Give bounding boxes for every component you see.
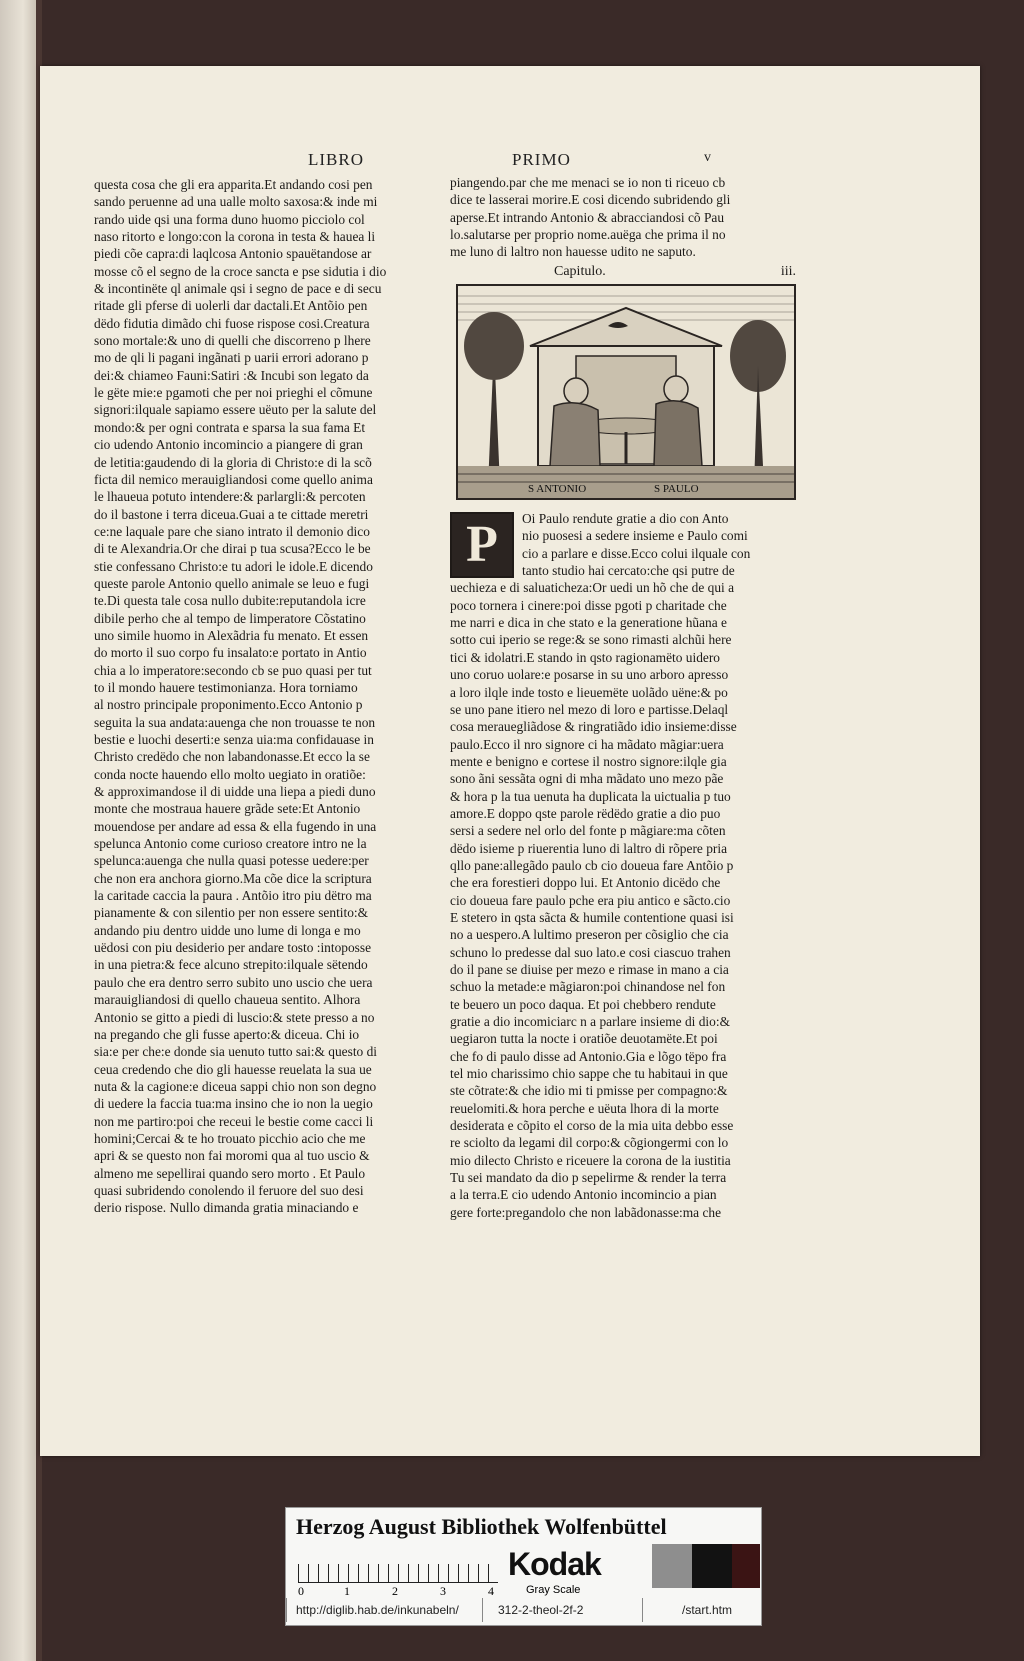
text-line: desiderata e cõpito el corso de la mia uita debbo esse — [450, 1118, 734, 1134]
woodcut-caption-left: S ANTONIO — [528, 483, 587, 496]
text-line: me narri e dica in che stato e la generatione hũana e — [450, 615, 727, 631]
text-line: stie confessano Christo:e tu adori le idole.E dicendo — [94, 558, 373, 574]
text-line: apri & se questo non fai moromi qua al tuo uscio & — [94, 1148, 370, 1164]
text-line: rando uide qsi una forma duno huomo picciolo col — [94, 211, 365, 227]
text-line: homini;Cercai & te ho trouato picchio acio che me — [94, 1130, 366, 1146]
text-line: in una pietra:& fece alcuno strepito:ilquale sëtendo — [94, 957, 368, 973]
text-line: che era forestieri doppo lui. Et Antonio dicëdo che — [450, 875, 721, 891]
text-line: andando piu dentro uidde uno lume di longa e mo — [94, 922, 361, 938]
text-line: spelunca:auenga che nulla quasi potesse uedere:per — [94, 853, 369, 869]
book-page — [40, 66, 980, 1456]
ruler-number: 4 — [488, 1584, 494, 1598]
text-line: & hora p la tua uenuta ha duplicata la uictualia p tuo — [450, 788, 731, 804]
text-line: naso ritorto e longo:con la corona in testa & hauea li — [94, 229, 376, 245]
text-line: qllo pane:allegãdo paulo cb cio doueua fare Antõio p — [450, 857, 734, 873]
text-line: sando peruenne ad una ualle molto saxosa:& inde mi — [94, 194, 378, 210]
text-line: le gëte mie:e pgamoti che per noi prieghi el cõmune — [94, 385, 373, 401]
text-line: almeno me sepellirai quando sero morto . Et Paulo — [94, 1165, 366, 1181]
header-left: LIBRO — [308, 150, 364, 169]
text-line: le lhaueua potuto intendere:& parlargli:& percoten — [94, 489, 366, 505]
book-binding-edge — [0, 0, 42, 1661]
text-line: di te Alexandria.Or che dirai p tua scusa?Ecco le be — [94, 541, 371, 557]
left-column-text — [94, 176, 446, 1316]
text-line: ceua credendo che dio gli hauesse reuelata la sua ue — [94, 1061, 372, 1077]
text-line: re sciolto da legami dil corpo:& cõgiongermi con lo — [450, 1135, 729, 1151]
decorated-initial: P — [450, 512, 514, 578]
gray-scale-label: Gray Scale — [526, 1584, 581, 1596]
text-line: signori:ilquale sapiamo essere uëuto per la salute del — [94, 402, 377, 418]
text-line: monte che mostraua hauere grãde sete:Et Antonio — [94, 801, 361, 817]
text-line: questa cosa che gli era apparita.Et andando cosi pen — [94, 177, 373, 192]
text-line: nio puosesi a sedere insieme e Paulo comi — [522, 528, 748, 544]
text-line: chia a lo imperatore:secondo cb se puo quasi per tut — [94, 662, 372, 678]
text-line: mosse cõ el segno de la croce sancta e pse sidutia i dio — [94, 263, 387, 279]
text-line: sersi a sedere nel orlo del fonte p mãgiare:ma cõten — [450, 823, 726, 839]
text-line: paulo che era dentro serro subito uno uscio che uera — [94, 974, 373, 990]
text-line: che non era anchora giorno.Ma cõe dice la scriptura — [94, 870, 372, 886]
woodcut-caption-right: S PAULO — [654, 483, 699, 496]
text-line: cosa merauegliãdose & ringratiãdo idio insieme:disse — [450, 719, 737, 735]
right-column-bottom — [450, 510, 802, 1221]
text-line: dei:& chiameo Fauni:Satiri :& Incubi son legato da — [94, 367, 369, 383]
text-line: dëdo fidutia dimãdo chi fuose rispose cosi.Creatura — [94, 315, 370, 331]
text-line: cio a parlare e disse.Ecco colui ilquale con — [522, 545, 751, 561]
text-line: bestie e luochi deserti:e senza uia:ma confidauase in — [94, 732, 374, 747]
text-line: uechieza e di saluaticheza:Or uedi un hõ che de qui a — [450, 580, 735, 596]
text-line: sono ãni sessãta ogni di mha mãdato uno mezo pãe — [450, 771, 724, 787]
text-line: quasi subridendo conolendo il feruore del suo desi — [94, 1182, 364, 1198]
text-line: lo.salutarse per proprio nome.auëga che prima il no — [450, 227, 726, 243]
text-line: E stetero in qsta sãcta & humile contentione quasi isi — [450, 909, 734, 925]
text-line: Oi Paulo rendute gratie a dio con Anto — [522, 511, 729, 527]
black-swatch — [692, 1544, 732, 1588]
ruler-number: 2 — [392, 1584, 398, 1598]
text-line: pianamente & con silentio per non essere sentito:& — [94, 905, 369, 921]
kodak-logo: Kodak — [508, 1546, 601, 1582]
text-line: & approximandose il di uidde una liepa a piedi duno — [94, 784, 376, 800]
text-line: a loro ilqle inde tosto e lieuemëte uolãdo uëne:& po — [450, 684, 728, 700]
text-line: do morto il suo corpo fu insalato:e portato in Antio — [94, 645, 367, 661]
text-line: che fo di paulo disse ad Antonio.Gia e lõgo tëpo fra — [450, 1048, 727, 1064]
text-line: me luno di laltro non hauesse udito ne saputo. — [450, 244, 696, 260]
text-line: di uedere la faccia tua:ma insino che io non la uegio — [94, 1096, 373, 1112]
text-line: Antonio se gitto a piedi di luscio:& stete presso a no — [94, 1009, 375, 1025]
text-line: & incontinëte ql animale qsi i segno de pace e di secu — [94, 281, 382, 297]
chapter-label: Capitulo. — [554, 263, 606, 279]
shelfmark: 312-2-theol-2f-2 — [498, 1603, 584, 1617]
text-line: dice te lasserai morire.E cosi dicendo subridendo gli — [450, 192, 731, 208]
text-line: seguita la sua andata:auenga che non trouasse te non — [94, 714, 376, 730]
gray-swatch — [652, 1544, 692, 1588]
text-line: derio rispose. Nullo dimanda gratia minaciando e — [94, 1200, 359, 1216]
ruler-ticks — [298, 1564, 498, 1582]
text-line: dëdo isieme p riuerentia luno di laltro di rõpere pria — [450, 840, 728, 856]
text-line: Christo credëdo che non labandonasse.Et ecco la se — [94, 749, 370, 765]
right-column-top — [450, 174, 802, 261]
text-line: cio udendo Antonio incomincio a piangere di gran — [94, 437, 363, 453]
text-line: ce:ne laquale pare che siano intrato il demonio dico — [94, 523, 370, 539]
text-line: reuelomiti.& hora perche e uëuta lhora di la morte — [450, 1100, 719, 1116]
text-line: Tu sei mandato da dio p sepelirme & render la terra — [450, 1170, 727, 1186]
text-line: te beuero un poco daqua. Et poi chebbero rendute — [450, 996, 716, 1012]
chapter-number: iii. — [780, 263, 796, 279]
text-line: tel mio charissimo chio sappe che tu habitaui in que — [450, 1066, 728, 1082]
text-line: marauigliandosi di quello chaueua sentito. Alhora — [94, 992, 361, 1008]
text-line: mente e benigno e cortese il nostro signore:ilqle gia — [450, 753, 727, 769]
text-line: tanto studio hai cercato:che qsi putre de — [522, 563, 735, 579]
ruler-number: 0 — [298, 1584, 304, 1598]
text-line: queste parole Antonio quello animale se leuo e fugi — [94, 575, 370, 591]
measurement-ruler — [298, 1548, 498, 1598]
url-base: http://diglib.hab.de/inkunabeln/ — [296, 1603, 459, 1617]
text-line: a la terra.E cio udendo Antonio incomincio a pian — [450, 1187, 717, 1203]
text-line: schuo la metade:e mãgiaron:poi chinandose nel fon — [450, 979, 726, 995]
text-line: ste cõtrate:& che idio mi ti pmisse per compagno:& — [450, 1083, 728, 1099]
text-line: dibile perho che al tempo de limperatore Cõstatino — [94, 610, 366, 626]
folio-signature: v — [704, 150, 712, 165]
text-line: amore.E doppo qste parole rëdëdo gratie a dio puo — [450, 805, 721, 821]
text-line: spelunca Antonio come curioso creatore intro ne la — [94, 836, 367, 852]
text-line: uëdosi con piu desiderio per andare tosto :intoposse — [94, 940, 372, 956]
text-line: sono mortale:& uno di quelli che discorreno p lhere — [94, 333, 371, 349]
text-line: mio dilecto Christo e riceuere la corona de la iustitia — [450, 1152, 731, 1168]
text-line: uno coruo uolare:e posarse in su uno arboro apresso — [450, 667, 729, 683]
text-line: mo de qli li pagani ingãnati p uarii errori adorano p — [94, 350, 369, 366]
text-line: schuno lo predesse dal suo lato.e cosi ciascuo trahen — [450, 944, 731, 960]
text-line: paulo.Ecco il nro signore ci ha mãdato mãgiar:uera — [450, 736, 724, 752]
text-line: te.Di questa tale cosa nullo dubite:reputandola icre — [94, 593, 366, 609]
chapter-heading — [450, 263, 802, 280]
text-line: nuta & la cagione:e diceua sappi chio non son degno — [94, 1078, 377, 1094]
text-line: ficta dil nemico merauigliandosi come quello anima — [94, 471, 373, 487]
text-line: gere forte:pregandolo che non labãdonasse:ma che — [450, 1204, 722, 1220]
header-right: PRIMO — [512, 150, 571, 169]
text-line: piangendo.par che me menaci se io non ti riceuo cb — [450, 175, 726, 190]
text-line: uegiaron tutta la nocte i oratiõe deuotamëte.Et poi — [450, 1031, 718, 1047]
text-line: piedi cõe capra:di laqlcosa Antonio spauëtandose ar — [94, 246, 372, 262]
ruler-number: 3 — [440, 1584, 446, 1598]
text-line: poco tornera i cinere:poi disse pgoti p charitade che — [450, 597, 727, 613]
text-line: tici & idolatri.E stando in qsto ragionamëto uidero — [450, 649, 720, 665]
text-line: uno simile huomo in Alexãdria fu menato. Et essen — [94, 627, 369, 643]
ruler-number: 1 — [344, 1584, 350, 1598]
dark-swatch — [732, 1544, 760, 1588]
text-line: to il mondo hauere testimonianza. Hora torniamo — [94, 679, 358, 695]
text-line: se uno pane itiero nel mezo di loro e partisse.Delaql — [450, 701, 729, 717]
text-line: ritade gli pferse di uolerli dar dactali.Et Antõio pen — [94, 298, 368, 314]
library-scale-label — [285, 1507, 762, 1626]
text-line: mouendose per andare ad essa & ella fugendo in una — [94, 818, 377, 834]
url-end: /start.htm — [682, 1603, 733, 1617]
text-line: do il bastone i terra diceua.Guai a te cittade meretri — [94, 506, 369, 522]
text-line: sotto cui iperio se rege:& se sono rimasti alchũi here — [450, 632, 732, 648]
text-line: gratie a dio incomiciarc n a parlare insieme di dio:& — [450, 1014, 730, 1030]
library-name: Herzog August Bibliothek Wolfenbüttel — [296, 1514, 667, 1539]
text-line: non me partiro:poi che receui le bestie come cacci li — [94, 1113, 374, 1129]
text-line: mondo:& per ogni contrata e sparsa la sua fama Et — [94, 419, 366, 435]
text-line: na pregando che gli fusse aperto:& diceua. Chi io — [94, 1026, 360, 1042]
text-line: al nostro principale proponimento.Ecco Antonio p — [94, 697, 363, 713]
text-line: aperse.Et intrando Antonio & abracciandosi cõ Pau — [450, 209, 725, 225]
text-line: sia:e per che:e donde sia uenuto tutto sai:& questo di — [94, 1044, 377, 1060]
text-line: de letitia:gaudendo di la gloria di Christo:e di la scõ — [94, 454, 372, 470]
text-line: conda nocte hauendo ello molto uegiato in oratiõe: — [94, 766, 366, 782]
text-line: la caritade caccia la paura . Antõio itro piu dëtro ma — [94, 888, 372, 904]
text-line: cio doueua fare paulo pche era piu antico e sãcto.cio — [450, 892, 731, 908]
text-line: do il pane se diuise per mezo e rimase in mano a cia — [450, 962, 729, 977]
woodcut-illustration — [456, 284, 796, 500]
text-line: no a uespero.A lultimo preseron per cõsiglio che cia — [450, 927, 729, 943]
woodcut-image — [458, 286, 794, 498]
right-column-text — [450, 174, 802, 1314]
